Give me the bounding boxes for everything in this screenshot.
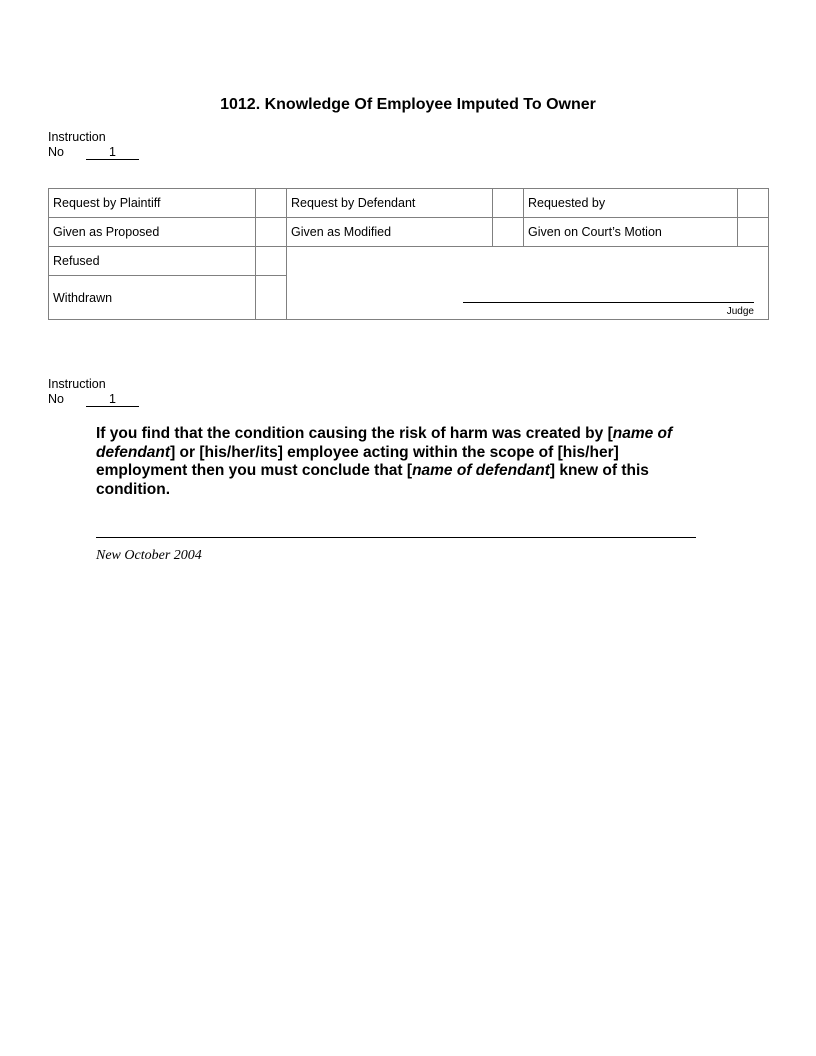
refused-label: Refused <box>49 247 256 276</box>
disposition-table <box>48 188 769 320</box>
history-note: New October 2004 <box>96 548 202 563</box>
given-as-modified-checkbox[interactable] <box>493 218 524 247</box>
request-by-defendant-label: Request by Defendant <box>287 189 493 218</box>
withdrawn-checkbox[interactable] <box>256 276 287 320</box>
instruction-text-part: ] knew of this condition. <box>96 462 649 498</box>
given-as-proposed-checkbox[interactable] <box>256 218 287 247</box>
given-on-courts-motion-label: Given on Court’s Motion <box>524 218 738 247</box>
instruction-label: Instruction <box>48 377 106 391</box>
instruction-label: Instruction <box>48 130 106 144</box>
no-label: No <box>48 145 64 159</box>
page-title: 1012. Knowledge Of Employee Imputed To Owner <box>220 96 596 113</box>
instruction-number-field[interactable]: 1 <box>86 392 139 407</box>
instruction-number-block-bottom <box>48 377 139 407</box>
request-by-plaintiff-label: Request by Plaintiff <box>49 189 256 218</box>
withdrawn-label: Withdrawn <box>49 276 256 320</box>
instruction-text-placeholder: name of defendant <box>96 425 673 461</box>
instruction-text-part: ] or [his/her/its] employee acting within the scope of [his/her] employment then you must conclude that [ <box>96 443 619 479</box>
instruction-text-part: If you find that the condition causing the risk of harm was created by [ <box>96 425 613 442</box>
judge-signature-line[interactable] <box>463 302 754 303</box>
refused-checkbox[interactable] <box>256 247 287 276</box>
judge-label: Judge <box>726 306 754 317</box>
requested-by-checkbox[interactable] <box>738 189 769 218</box>
instruction-text-placeholder: name of defendant <box>412 462 550 479</box>
judge-signature-area <box>287 247 769 320</box>
request-by-defendant-checkbox[interactable] <box>493 189 524 218</box>
instruction-text <box>96 425 706 499</box>
instruction-number-field[interactable]: 1 <box>86 145 139 160</box>
instruction-number-block-top <box>48 130 139 160</box>
given-as-modified-label: Given as Modified <box>287 218 493 247</box>
divider-line <box>96 537 696 538</box>
no-label: No <box>48 392 64 406</box>
requested-by-label: Requested by <box>524 189 738 218</box>
request-by-plaintiff-checkbox[interactable] <box>256 189 287 218</box>
given-on-courts-motion-checkbox[interactable] <box>738 218 769 247</box>
given-as-proposed-label: Given as Proposed <box>49 218 256 247</box>
